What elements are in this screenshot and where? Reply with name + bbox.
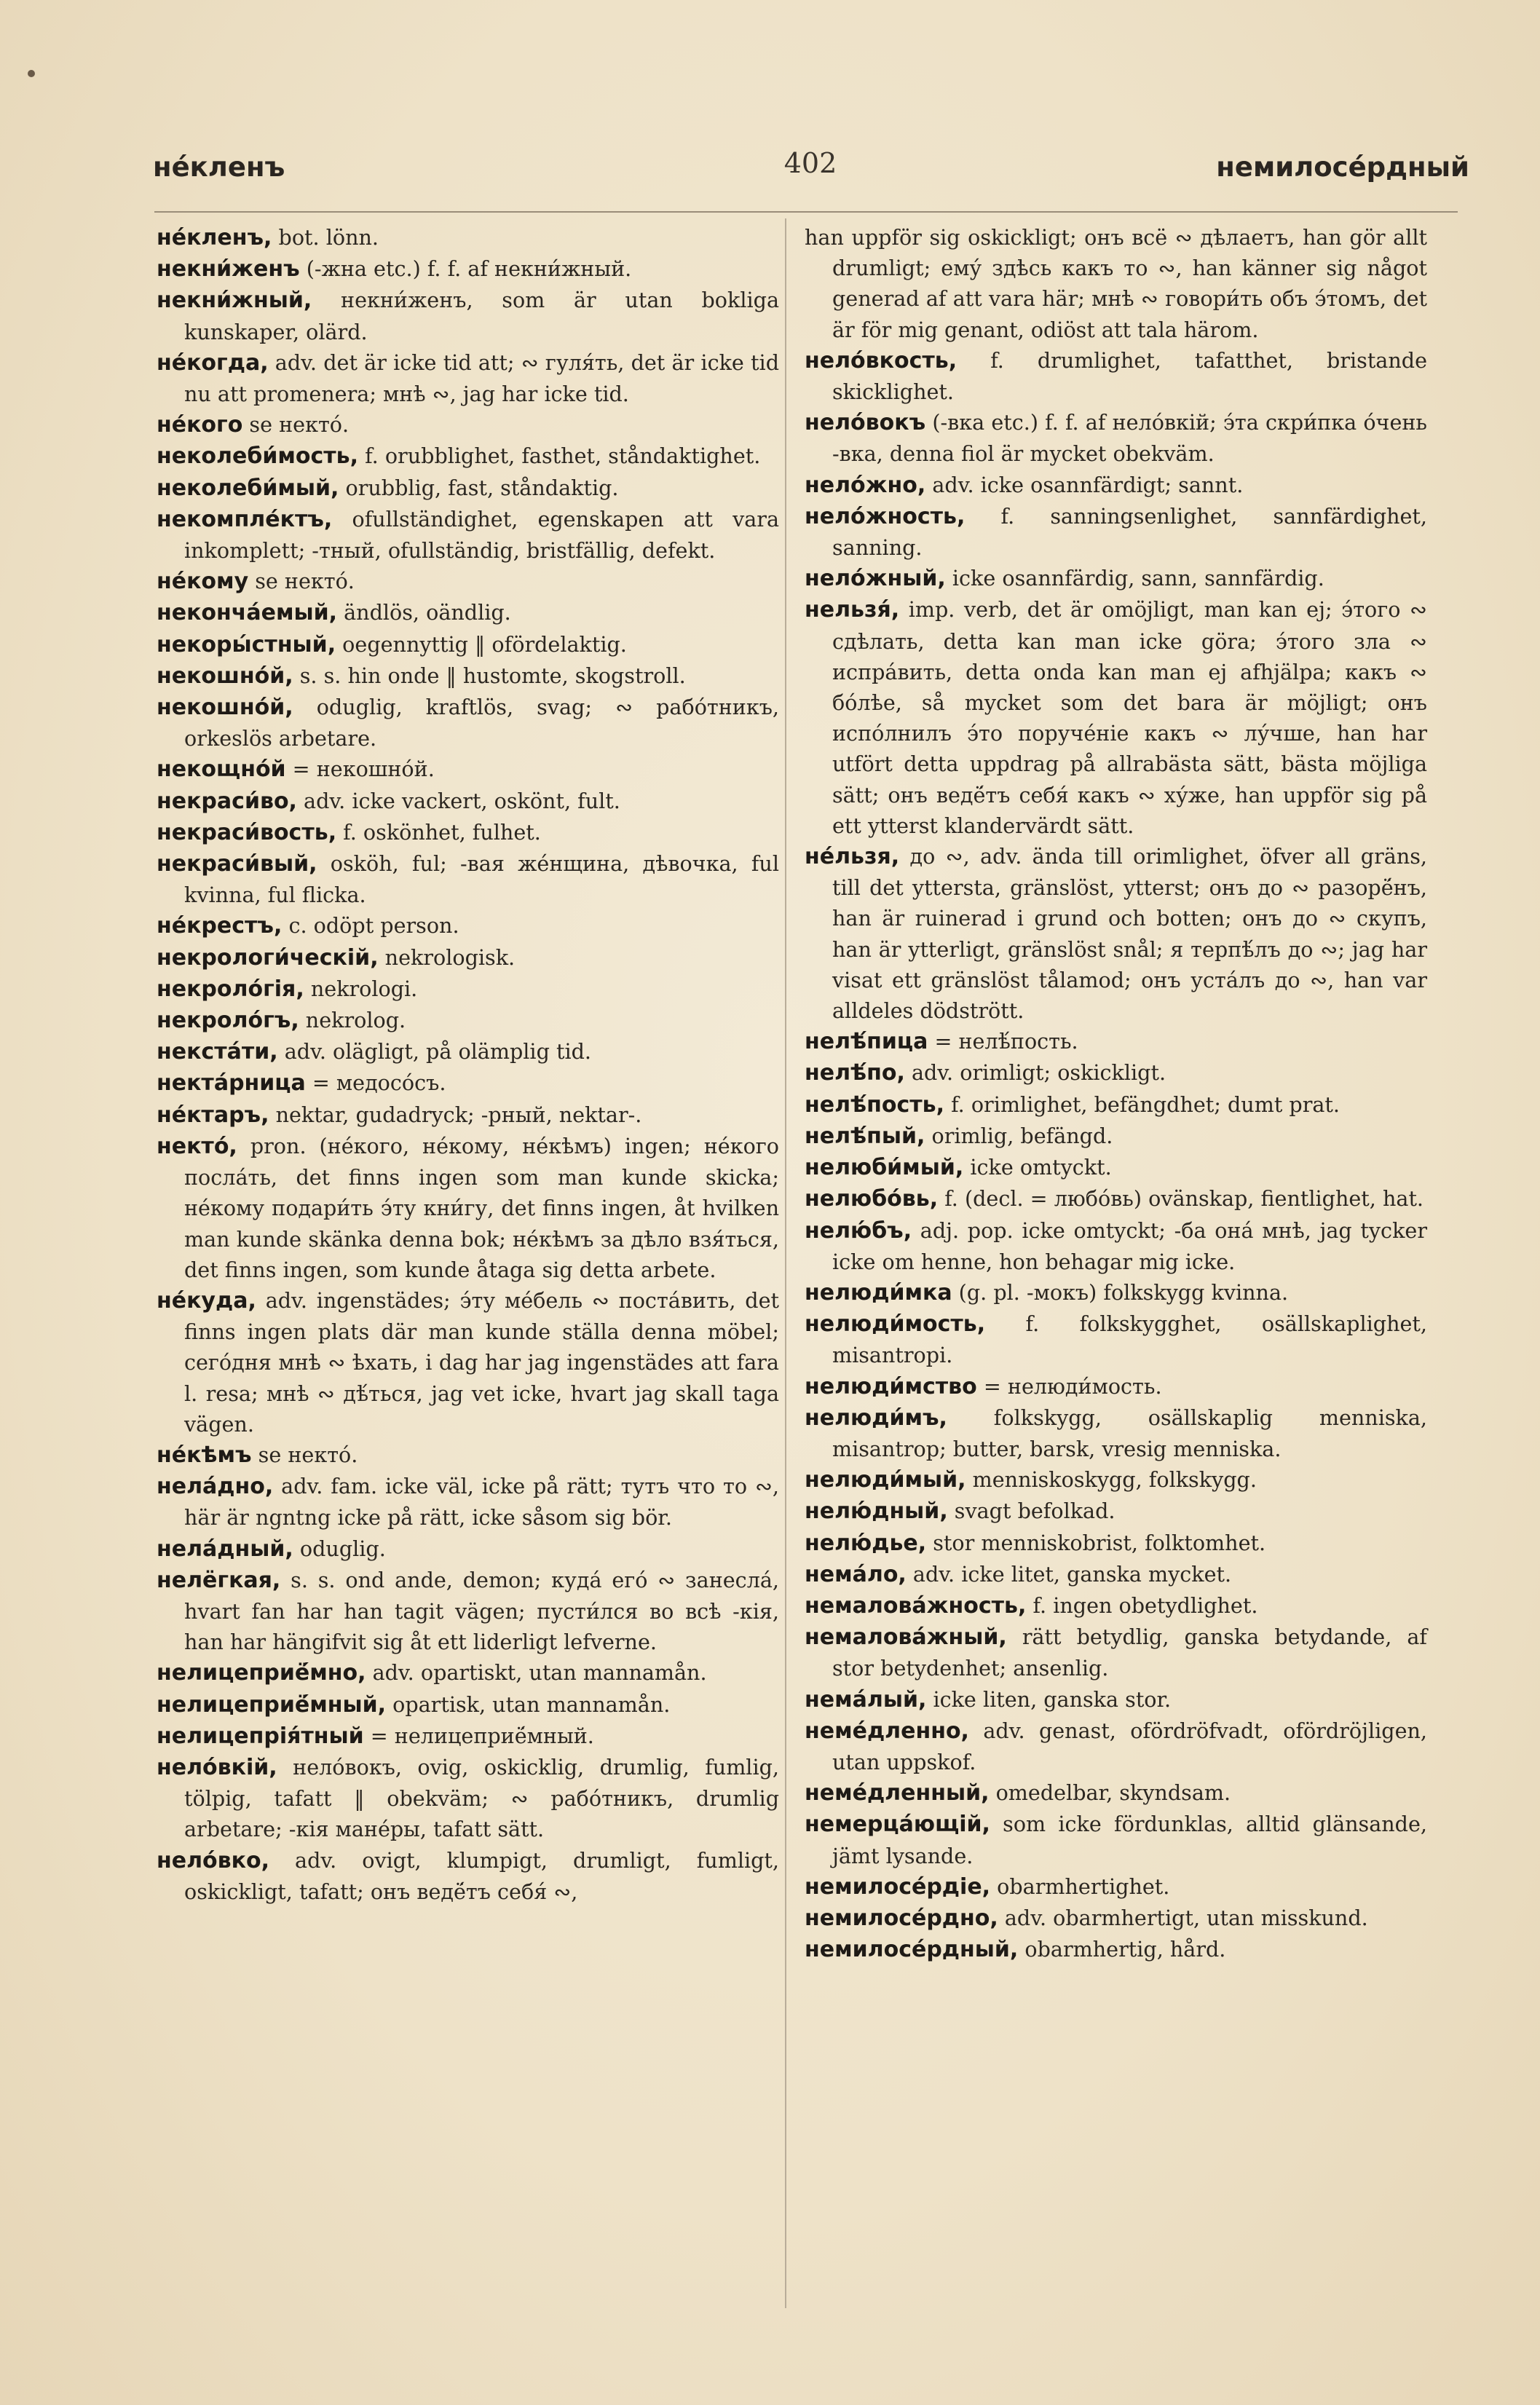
page-number: 402 [783,147,837,179]
entry-definition: s. s. hin onde ‖ hustomte, skogstroll. [293,663,686,688]
entry-definition: f. oskönhet, fulhet. [336,819,541,845]
entry-definition: orimlig, befängd. [925,1123,1113,1148]
entry-definition: adv. icke litet, ganska mycket. [906,1561,1232,1587]
entry-definition: oduglig, kraftlös, svag; ∾ рабóтникъ, orkeslös arbetare. [184,695,779,751]
entry-definition: adv. opartiskt, utan mannamån. [366,1660,707,1686]
entry-definition: f. sanningsenlighet, sannfärdighet, sanning. [832,503,1427,561]
entry-headword: немаловáжный, [805,1624,1007,1651]
entry-definition: oduglig. [293,1536,386,1561]
dictionary-entry [805,345,1427,407]
entry-definition: adv. ingenstädes; э́ту мéбель ∾ постáвить, det finns ingen plats där man kunde ställa denna möbel; сегóдня мнѣ ∾ ѣхать, i dag har jag ingenstädes att fara l. resa; мнѣ ∾ дѣ́ться, jag vet icke, hvart jag skall taga vägen. [184,1287,779,1437]
entry-headword: некто́, [157,1133,237,1159]
dictionary-entry [157,817,779,848]
entry-headword: некоры́стный, [157,631,336,657]
entry-definition: adv. icke vackert, oskönt, fult. [296,788,620,813]
entry-definition: adv. ovigt, klumpigt, drumligt, fumligt, oskickligt, tafatt; онъ ведё́тъ себя́ ∾, [184,1847,779,1904]
dictionary-entry [805,1215,1427,1277]
entry-definition: adv. fam. icke väl, icke på rätt; тутъ что то ∾, här är ngntng icke på rätt, icke såsom sig bör. [184,1474,779,1531]
entry-headword: некощно́й [157,757,286,783]
dictionary-entry [157,1440,779,1471]
entry-headword: неколеби́мый, [157,475,339,501]
right-column [805,222,1427,1965]
entry-headword: немаловáжность, [805,1592,1027,1619]
entry-definition: (g. pl. -мокъ) folkskygg kvinna. [952,1279,1289,1305]
entry-definition: pron. (не́кого, не́кому, не́кѣмъ) ingen; не́кого послáть, det finns ingen som man kunde skicka; не́кому подари́ть э́ту кни́гу, det finns ingen, åt hvilken man kunde skänka denna bok; не́кѣмъ за дѣло взя́ться, det finns ingen, som kunde åtaga sig detta arbete. [184,1133,779,1282]
entry-headword: не́кленъ, [157,225,272,250]
entry-definition: adv. orimligt; oskickligt. [904,1060,1166,1086]
dictionary-entry [805,1308,1427,1370]
entry-headword: нело́вко, [157,1847,270,1873]
entry-definition: = нелюди́мость. [976,1373,1162,1399]
dictionary-entry [805,1871,1427,1903]
entry-definition: nekrologi. [304,976,418,1001]
dictionary-entry [805,407,1427,469]
entry-definition: menniskoskygg, folkskygg. [966,1467,1257,1493]
entry-definition: se некто́. [248,569,355,594]
entry-headword: нело́жный, [805,566,946,592]
entry-headword: некни́жный, [157,288,312,314]
dictionary-entry [157,974,779,1005]
entry-headword: нело́вокъ [805,410,926,436]
entry-headword: не́крестъ, [157,913,283,939]
entry-headword: некомпле́ктъ, [157,506,333,532]
entry-definition: nekrologisk. [378,944,516,970]
dictionary-entry [157,1752,779,1845]
entry-headword: нелю́бъ, [805,1217,912,1244]
entry-definition: adv. det är icke tid att; ∾ гуля́ть, det är icke tid nu att promenera; мнѣ ∾, jag har icke tid. [184,350,779,407]
running-head-right: немилосе́рдный [1216,151,1469,183]
entry-headword: нелѣ́пый, [805,1123,925,1149]
entry-headword: нело́жно, [805,472,926,498]
entry-headword: некстáти, [157,1039,278,1065]
entry-definition: = медосóсъ. [305,1070,446,1096]
entry-definition: f. orubblighet, fasthet, ståndaktighet. [358,443,761,469]
dictionary-entry [805,1152,1427,1183]
entry-definition: f. orimlighet, befängdhet; dumt prat. [944,1091,1340,1117]
entry-headword: не́льзя, [805,844,900,870]
dictionary-entry [157,347,779,409]
entry-definition: (-вка etc.) f. f. af нело́вкiй; э́та скри́пка óчень -вка, denna fiol är mycket obekväm. [832,410,1427,467]
entry-headword: нелёгкая, [157,1567,281,1593]
entry-definition: до ∾, adv. ända till orimlighet, öfver all gräns, till det yttersta, gränslöst, ytterst; онъ до ∾ разорё́нъ, han är ruinerad i grund och botten; онъ до ∾ скупъ, han är ytterligt, gränslöst snål; я терпѣ́лъ до ∾; jag har visat ett gränslöst tålamod; онъ устáлъ до ∾, han var alldeles dödstrött. [832,844,1427,1024]
entry-headword: неколеби́мость, [157,443,359,470]
entry-headword: нело́жность, [805,503,966,529]
dictionary-entry [157,692,779,754]
dictionary-entry [157,629,779,660]
entry-definition: f. drumlighet, tafatthet, bristande skicklighet. [832,347,1427,405]
entry-headword: немилосéрдный, [805,1937,1019,1963]
dictionary-entry [805,1057,1427,1089]
entry-headword: нелюди́мость, [805,1311,986,1338]
dictionary-entry [805,1371,1427,1402]
entry-definition: s. s. ond ande, demon; кудá егó ∾ занеслá, hvart fan har han tagit vägen; пусти́лся во всѣ -кiя, han har hängifvit sig åt ett liderligt lefverne. [184,1567,779,1655]
entry-definition: icke osannfärdig, sann, sannfärdig. [945,566,1324,591]
entry-definition: nektar, gudadryck; -рный, nektar-. [269,1102,642,1127]
entry-headword: нело́вкiй, [157,1754,277,1780]
entry-headword: нектáрница [157,1070,306,1097]
entry-headword: нелицеприё́мно, [157,1660,366,1686]
entry-headword: нелáдный, [157,1536,293,1562]
entry-definition: svagt befolkad. [947,1498,1115,1524]
entry-headword: некрологи́ческiй, [157,944,379,971]
dictionary-entry [157,786,779,817]
dictionary-entry [157,1565,779,1658]
entry-headword: нелюбо́вь, [805,1186,939,1212]
entry-definition: rätt betydlig, ganska betydande, af stor betydenhet; ansenlig. [832,1624,1427,1681]
dictionary-entry [805,501,1427,563]
dictionary-entry [805,1622,1427,1683]
dictionary-entry [157,441,779,472]
entry-headword: нелѣ́пость, [805,1091,944,1118]
entry-headword: некраси́во, [157,788,297,814]
entry-definition: bot. lönn. [272,225,379,250]
entry-definition: han uppför sig oskickligt; онъ всё ∾ дѣлаетъ, han gör allt drumligt; ему́ здѣсь какъ то ∾, han känner sig något generad af att vara här; мнѣ ∾ говори́ть объ э́томъ, det är för mig genant, odiöst att tala härom. [805,225,1427,342]
dictionary-entry [157,253,779,285]
page-header [151,138,1469,204]
dictionary-entry [157,910,779,941]
dictionary-entry [157,1533,779,1565]
entry-definition: adv. genast, ofördröfvadt, ofördröjligen, utan uppskof. [832,1718,1427,1774]
entry-headword: немилосéрдiе, [805,1873,991,1900]
dictionary-entry [157,285,779,347]
entry-definition: som icke fördunklas, alltid glänsande, jämt lysande. [832,1812,1427,1868]
entry-definition: нело́вокъ, ovig, oskicklig, drumlig, fumlig, tölpig, tafatt ‖ obekväm; ∾ рабóтникъ, drumlig arbetare; -кiя манéры, tafatt sätt. [184,1754,779,1842]
entry-headword: нелюби́мый, [805,1155,964,1181]
dictionary-entry [805,470,1427,501]
dictionary-entry [805,1715,1427,1777]
entry-headword: нелицепрiя́тный [157,1723,364,1749]
entry-definition: = нелѣ́пость. [928,1029,1078,1054]
entry-definition: nekrolog. [299,1008,406,1033]
entry-definition: imp. verb, det är omöjligt, man kan ej; э́того ∾ сдѣлать, detta kan man icke göra; э́того зла ∾ испрáвить, detta onda kan man ej afhjälpa; какъ ∾ бóлѣе, så mycket som det bara är möjligt; онъ испóлнилъ э́то поручéнiе какъ ∾ лу́чше, han har utfört detta uppdrag på allrabästa sätt, bästa möjliga sätt; онъ ведё́тъ себя́ какъ ∾ ху́же, han uppför sig på ett ytterst klandervärdt sätt. [832,597,1427,838]
dictionary-entry [157,222,779,253]
entry-definition: opartisk, utan mannamån. [386,1691,671,1717]
entry-definition: adv. obarmhertigt, utan misskund. [998,1905,1368,1930]
dictionary-entry [805,1777,1427,1809]
entry-definition: osköh, ful; -вая жéнщина, дѣвочка, ful kvinna, ful flicka. [184,851,779,908]
entry-definition: adj. pop. icke omtyckt; -ба онá мнѣ, jag tycker icke om henne, hon behagar mig icke. [832,1217,1427,1274]
entry-definition: f. (decl. = любо́вь) ovänskap, fientlighet, hat. [938,1186,1424,1212]
entry-headword: нелѣ́пица [805,1029,928,1055]
dictionary-entry [805,1496,1427,1527]
dictionary-entry [157,1845,779,1907]
dictionary-entry [157,1285,779,1440]
entry-definition: adv. icke osannfärdigt; sannt. [925,472,1244,497]
dictionary-entry [805,1684,1427,1715]
dictionary-entry [805,1528,1427,1559]
header-rule [154,211,1458,213]
dictionary-entry [805,1809,1427,1871]
dictionary-entry [157,1036,779,1067]
entry-definition: se некто́. [242,412,350,438]
dictionary-entry [805,594,1427,841]
entry-headword: немáлый, [805,1686,927,1713]
entry-headword: некраси́вый, [157,851,317,877]
running-head-left: не́кленъ [153,151,285,183]
entry-headword: не́кѣмъ [157,1442,252,1468]
dictionary-entry [157,1657,779,1689]
entry-headword: нелю́дный, [805,1498,948,1525]
dictionary-entry [805,222,1427,345]
entry-headword: некошно́й, [157,663,293,689]
entry-headword: немéдленно, [805,1718,969,1744]
dictionary-entry [157,848,779,910]
left-column [157,222,779,1907]
dictionary-entry [805,1026,1427,1057]
dictionary-entry [157,1099,779,1131]
entry-definition: folkskygg, osällskaplig menniska, misantrop; butter, barsk, vresig menniska. [832,1405,1427,1461]
column-divider [785,218,786,2308]
entry-headword: немилосéрдно, [805,1905,998,1931]
entry-headword: немéдленный, [805,1780,990,1806]
dictionary-entry [157,1005,779,1036]
entry-definition: icke liten, ganska stor. [926,1686,1172,1712]
entry-headword: не́кого [157,412,243,438]
dictionary-entry [805,1464,1427,1496]
dictionary-entry [805,1121,1427,1152]
entry-definition: se некто́. [251,1442,358,1467]
entry-headword: нельзя́, [805,597,900,623]
entry-definition: (-жна etc.) f. f. af некни́жный. [299,256,632,282]
entry-definition: oegennyttig ‖ ofördelaktig. [336,631,627,657]
dictionary-entry [157,1689,779,1721]
dictionary-entry [805,1559,1427,1590]
dictionary-entry [805,841,1427,1026]
entry-headword: немáло, [805,1561,907,1587]
entry-headword: некни́женъ [157,256,300,283]
entry-definition: stor menniskobrist, folktomhet. [926,1530,1266,1555]
entry-definition: f. folkskygghet, osällskaplighet, misantropi. [832,1311,1427,1368]
dictionary-entry [157,1131,779,1285]
dictionary-entry [157,1721,779,1752]
entry-definition: = нелицеприё́мный. [363,1723,594,1748]
entry-headword: нело́вкость, [805,347,957,374]
dictionary-entry [157,1471,779,1533]
entry-definition: f. ingen obetydlighet. [1026,1592,1258,1618]
dictionary-entry [805,1934,1427,1965]
entry-headword: не́кому [157,569,249,595]
entry-definition: adv. olägligt, på olämplig tid. [277,1039,591,1065]
dictionary-entry [157,504,779,566]
entry-definition: = некошно́й. [285,757,435,782]
dictionary-entry [157,1067,779,1099]
dictionary-entry [805,1903,1427,1934]
entry-definition: icke omtyckt. [963,1155,1112,1180]
ink-speck [28,70,35,77]
entry-headword: нелюди́мка [805,1279,952,1306]
entry-headword: некраси́вость, [157,819,337,845]
entry-headword: не́когда, [157,350,269,376]
entry-definition: omedelbar, skyndsam. [989,1780,1231,1806]
dictionary-entry [805,1590,1427,1622]
entry-definition: obarmhertighet. [990,1873,1170,1899]
dictionary-entry [157,942,779,974]
dictionary-entry [157,473,779,504]
dictionary-entry [805,1089,1427,1121]
dictionary-entry [805,1183,1427,1215]
entry-headword: некроло́гъ, [157,1008,299,1034]
entry-headword: нелицеприё́мный, [157,1691,387,1718]
entry-headword: нелю́дье, [805,1530,927,1556]
dictionary-entry [805,563,1427,594]
dictionary-entry [805,1277,1427,1308]
entry-headword: нелюди́мъ, [805,1405,947,1431]
entry-headword: нелюди́мый, [805,1467,966,1493]
entry-headword: некончáемый, [157,600,338,626]
entry-headword: нелюди́мство [805,1373,977,1399]
entry-headword: некошно́й, [157,695,293,721]
entry-headword: не́ктаръ, [157,1102,269,1128]
entry-definition: ofullständighet, egenskapen att vara inkomplett; -тный, ofullständig, bristfällig, defekt. [184,506,779,564]
dictionary-entry [157,409,779,441]
dictionary-entry [157,754,779,785]
dictionary-entry [157,660,779,692]
entry-headword: нелáдно, [157,1474,274,1500]
dictionary-entry [157,597,779,628]
entry-headword: нелѣ́по, [805,1060,905,1086]
entry-definition: orubblig, fast, ståndaktig. [339,475,619,500]
entry-headword: немерцáющiй, [805,1812,990,1838]
entry-definition: obarmhertig, hård. [1018,1937,1226,1962]
dictionary-entry [805,1402,1427,1464]
dictionary-entry [157,566,779,597]
entry-headword: некроло́гiя, [157,976,304,1002]
entry-definition: некни́женъ, som är utan bokliga kunskaper, olärd. [184,288,779,344]
entry-definition: c. odöpt person. [282,913,459,939]
entry-definition: ändlös, oändlig. [337,600,511,625]
entry-headword: не́куда, [157,1287,256,1314]
